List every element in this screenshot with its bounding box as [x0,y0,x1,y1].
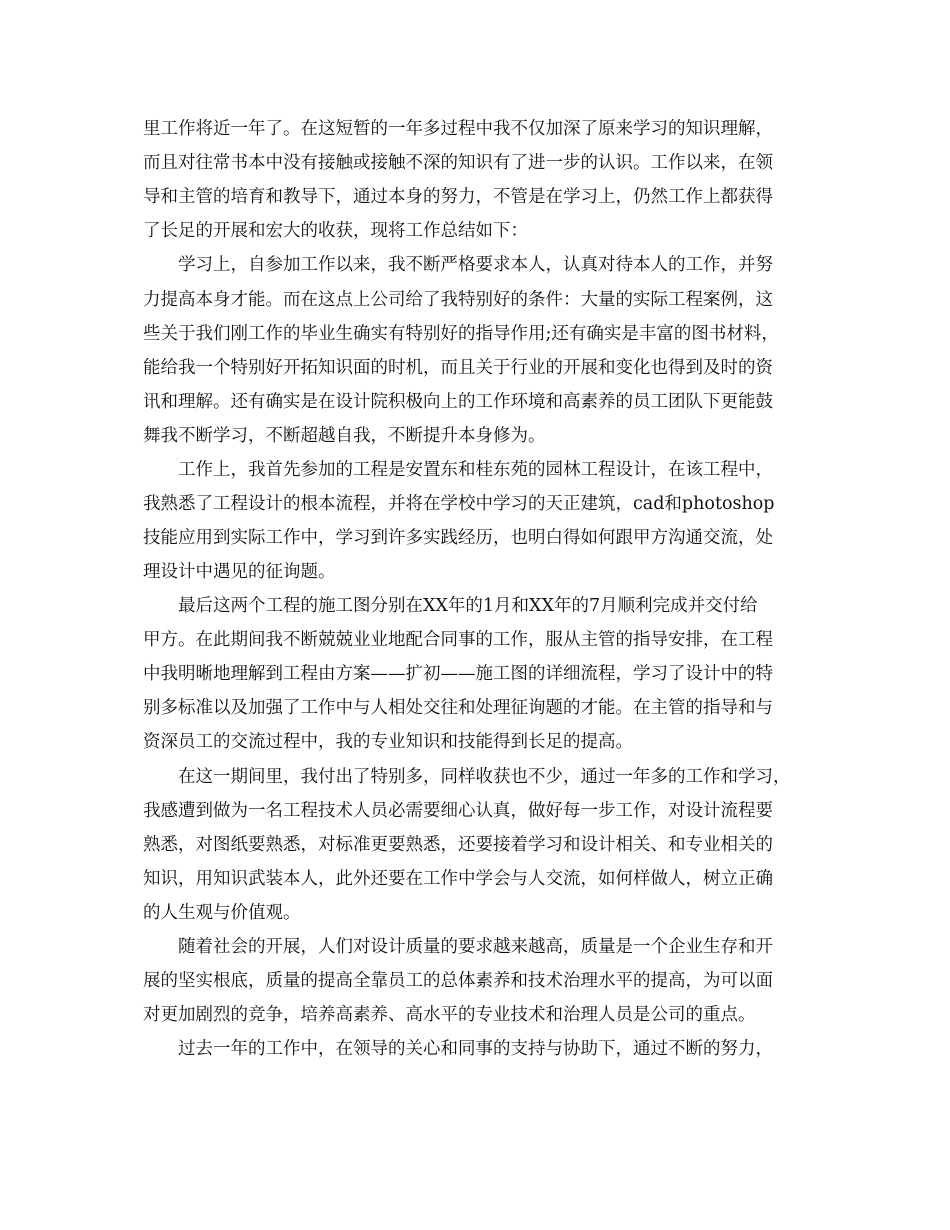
text-line: 能给我一个特别好开拓知识面的时机，而且关于行业的开展和变化也得到及时的资 [143,358,773,378]
text-line: 导和主管的培育和教导下，通过本身的努力，不管是在学习上，仍然工作上都获得 [143,187,773,207]
text-line: 舞我不断学习，不断超越自我，不断提升本身修为。 [143,426,546,446]
text-line: 技能应用到实际工作中，学习到许多实践经历，也明白得如何跟甲方沟通交流，处 [143,528,773,548]
text-line: 的人生观与价值观。 [143,903,301,923]
text-line: 熟悉，对图纸要熟悉，对标准更要熟悉，还要接着学习和设计相关、和专业相关的 [143,835,773,855]
text-line: 里工作将近一年了。在这短暂的一年多过程中我不仅加深了原来学习的知识理解， [143,119,773,139]
text-line: 了长足的开展和宏大的收获，现将工作总结如下： [143,221,528,241]
text-line: 别多标准以及加强了工作中与人相处交往和处理征询题的才能。在主管的指导和与 [143,698,773,718]
text-line: 而且对往常书本中没有接触或接触不深的知识有了进一步的认识。工作以来，在领 [143,153,773,173]
text-line: 在这一期间里，我付出了特别多，同样收获也不少，通过一年多的工作和学习， [178,767,791,787]
text-line: 理设计中遇见的征询题。 [143,562,336,582]
text-line: 我感遭到做为一名工程技术人员必需要细心认真，做好每一步工作，对设计流程要 [143,801,773,821]
text-line: 些关于我们刚工作的毕业生确实有特别好的指导作用;还有确实是丰富的图书材料， [143,324,779,344]
text-line: 我熟悉了工程设计的根本流程，并将在学校中学习的天正建筑，cad和photoshop [143,494,775,514]
text-line: 中我明晰地理解到工程由方案——扩初——施工图的详细流程，学习了设计中的特 [143,664,773,684]
text-line: 工作上，我首先参加的工程是安置东和桂东苑的园林工程设计，在该工程中， [178,460,773,480]
text-line: 资深员工的交流过程中，我的专业知识和技能得到长足的提高。 [143,732,633,752]
text-line: 展的坚实根底，质量的提高全靠员工的总体素养和技术治理水平的提高，为可以面 [143,971,773,991]
text-line: 讯和理解。还有确实是在设计院积极向上的工作环境和高素养的员工团队下更能鼓 [143,392,773,412]
text-line: 力提高本身才能。而在这点上公司给了我特别好的条件：大量的实际工程案例，这 [143,290,773,310]
text-line: 甲方。在此期间我不断兢兢业业地配合同事的工作，服从主管的指导安排，在工程 [143,630,773,650]
text-line: 最后这两个工程的施工图分别在XX年的1月和XX年的7月顺利完成并交付给 [178,596,758,616]
text-line: 学习上，自参加工作以来，我不断严格要求本人，认真对待本人的工作，并努 [178,255,773,275]
text-line: 对更加剧烈的竞争，培养高素养、高水平的专业技术和治理人员是公司的重点。 [143,1005,756,1025]
text-line: 过去一年的工作中，在领导的关心和同事的支持与协助下，通过不断的努力， [178,1039,773,1059]
text-line: 知识，用知识武装本人，此外还要在工作中学会与人交流，如何样做人，树立正确 [143,869,773,889]
text-line: 随着社会的开展，人们对设计质量的要求越来越高，质量是一个企业生存和开 [178,937,773,957]
